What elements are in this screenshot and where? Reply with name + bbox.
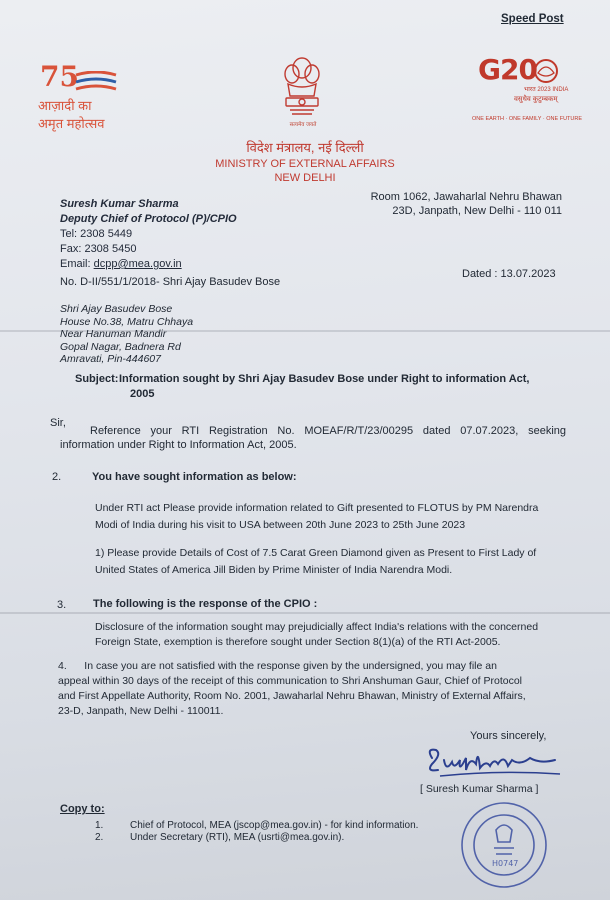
g20-subtitle: भारत 2023 INDIA [524,87,569,93]
sender-email-row [60,257,237,272]
section-number: 2. [52,471,62,483]
flag-ribbon-icon [74,71,118,93]
appeal-paragraph [58,659,573,719]
body-line: Modi of India during his visit to USA between 20th June 2023 to 25th June 2023 [95,519,466,531]
ministry-english [200,157,410,185]
body-line: Foreign State, exemption is therefore sought under Section 8(1)(a) of the RTI Act-2005. [95,636,501,648]
office-address [366,190,562,218]
g20-motto: वसुधैव कुटुम्बकम् [514,96,558,103]
logo-line1: आज़ादी का [38,98,92,113]
recipient-line: Shri Ajay Basudev Bose [60,303,173,315]
ministry-name: MINISTRY OF EXTERNAL AFFAIRS [215,158,395,170]
letter-date: Dated : 13.07.2023 [462,268,556,280]
salutation: Sir, [50,417,66,429]
office-line1: Room 1062, Jawaharlal Nehru Bhawan [370,191,562,203]
recipient-line: Gopal Nagar, Badnera Rd [60,340,181,353]
section-number: 3. [57,599,67,611]
office-stamp-icon [458,800,550,890]
g20-wordmark: G20 [478,53,537,86]
azadi-logo [38,60,134,136]
copy-item-num: 1. [95,820,104,831]
reference-number: No. D-II/551/1/2018- Shri Ajay Basudev Bose [60,276,281,288]
closing: Yours sincerely, [470,730,547,742]
subject-label: Subject: [75,373,119,385]
signature-icon [420,740,570,782]
sender-email-label: Email: [60,258,94,270]
recipient-line: Near Hanuman Mandir [60,328,167,340]
sender-name: Suresh Kumar Sharma [60,198,179,210]
ministry-hindi: विदेश मंत्रालय, नई दिल्ली [246,140,364,155]
g20-tagline: ONE EARTH · ONE FAMILY · ONE FUTURE [472,116,583,122]
copy-item-text: Chief of Protocol, MEA (jscop@mea.gov.in) - for kind information. [130,820,419,831]
body-line: In case you are not satisfied with the response given by the undersigned, you may file an [84,660,497,672]
copy-to-label: Copy to: [60,803,105,815]
sender-block [60,197,237,272]
reference-text: Reference your RTI Registration No. MOEAF/R/T/23/00295 dated 07.07.2023, seeking information under Right to Information Act, 2005. [60,425,566,451]
body-line: appeal within 30 days of the receipt of this communication to Shri Anshuman Gaur, Chief of Protocol [58,675,523,687]
subject-text-cont: 2005 [130,388,155,400]
emblem-caption: सत्यमेव जयते [289,122,317,128]
body-line: and First Appellate Authority, Room No. 2001, Jawaharlal Nehru Bhawan, Ministry of External Affairs, [58,690,526,702]
section-heading: The following is the response of the CPIO : [93,598,318,610]
subject-line [75,372,565,402]
signatory-name: [ Suresh Kumar Sharma ] [420,783,539,795]
paper-fold [0,612,610,614]
subject-text: Information sought by Shri Ajay Basudev Bose under Right to information Act, [119,373,530,385]
question-line: United States of America Jill Biden by Prime Minister of India Narendra Modi. [95,564,453,576]
question-line: 1) Please provide Details of Cost of 7.5 Carat Green Diamond given as Present to First Lady of [95,547,537,559]
g20-logo [472,55,582,125]
recipient-line: House No.38, Matru Chhaya [60,315,194,328]
reference-paragraph [60,424,566,452]
ashoka-emblem-icon [278,52,326,122]
sender-designation: Deputy Chief of Protocol (P)/CPIO [60,213,237,225]
sender-email-link[interactable]: dcpp@mea.gov.in [93,258,182,270]
recipient-line: Amravati, Pin-444607 [60,353,161,365]
recipient-address [60,303,193,366]
body-line: 23-D, Janpath, New Delhi - 110011. [58,705,224,717]
section-body [95,620,565,650]
svg-text:H0747: H0747 [492,859,519,868]
body-line: Under RTI act Please provide information related to Gift presented to FLOTUS by PM Narendra [95,502,539,514]
speed-post-label: Speed Post [501,13,564,25]
lotus-globe-icon [532,57,560,85]
logo-number: 75 [40,60,79,93]
copy-item-num: 2. [95,832,104,843]
sender-tel: Tel: 2308 5449 [60,228,133,240]
logo-line2: अमृत महोत्सव [38,116,105,131]
section-number: 4. [58,660,67,672]
office-line2: 23D, Janpath, New Delhi - 110 011 [392,205,562,217]
ministry-city: NEW DELHI [274,172,336,184]
section-body [95,500,575,579]
copy-item-text: Under Secretary (RTI), MEA (usrti@mea.gov.in). [130,832,345,843]
body-line: Disclosure of the information sought may prejudicially affect India's relations with the concerned [95,621,539,633]
sender-fax: Fax: 2308 5450 [60,243,137,255]
section-heading: You have sought information as below: [92,471,297,483]
